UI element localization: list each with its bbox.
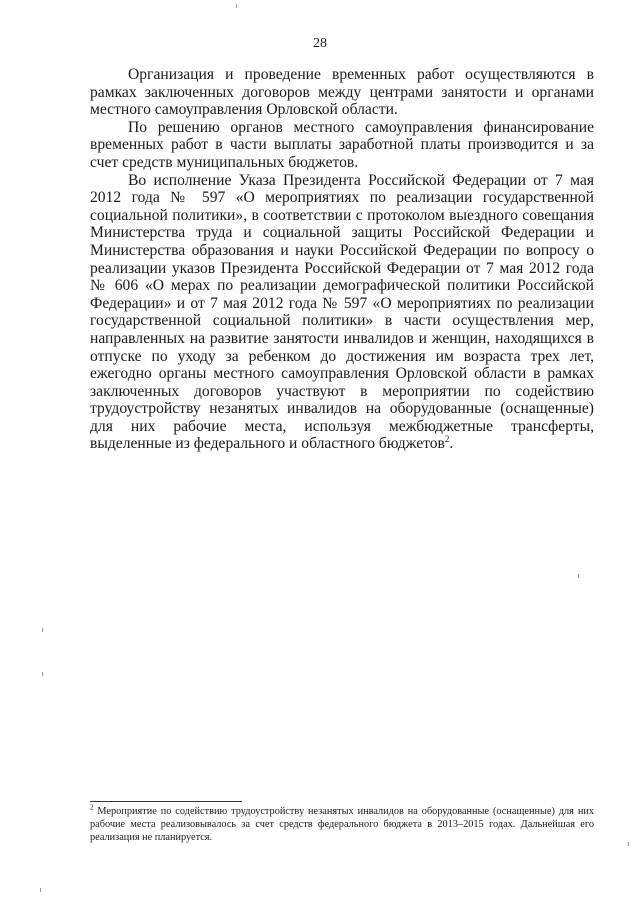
scan-speck bbox=[40, 888, 41, 892]
paragraph-end-period: . bbox=[449, 435, 454, 453]
scan-speck bbox=[236, 4, 237, 8]
paragraph-municipal-funding: По решению органов местного самоуправления финансирование временных работ в части выплаты заработной платы производится и за счет средств муниципальных бюджетов. bbox=[90, 118, 594, 171]
scan-speck bbox=[628, 842, 629, 846]
paragraph-presidential-decree bbox=[90, 172, 594, 454]
body-text bbox=[90, 66, 594, 453]
footnote-separator bbox=[90, 801, 242, 802]
scan-speck bbox=[578, 574, 579, 578]
scan-speck bbox=[42, 628, 43, 632]
footnote-text: Мероприятие по содействию трудоустройству незанятых инвалидов на оборудованные (оснащенные) для них рабочие места реализовывалось за счет средств федерального бюджета в 2013–2015 годах. Дальнейшая его реализация не планируется. bbox=[90, 806, 594, 843]
paragraph-temporary-works: Организация и проведение временных работ осуществляются в рамках заключенных договоров между центрами занятости и органами местного самоуправления Орловской области. bbox=[90, 66, 594, 119]
footnote bbox=[90, 803, 594, 844]
footnote-reference[interactable]: 2 bbox=[444, 434, 450, 445]
footnote-marker: 2 bbox=[90, 803, 94, 812]
scan-speck bbox=[42, 672, 43, 676]
paragraph-presidential-decree-text: Во исполнение Указа Президента Российской Федерации от 7 мая 2012 года № 597 «О мероприятиях по реализации государственной социальной политики», в соответствии с протоколом выездного совещания Министерства труда и социальной защиты Российской Федерации и Министерства образования и науки Российской Федерации по вопросу о реализации указов Президента Российской Федерации от 7 мая 2012 года № 606 «О мерах по реализации демографической политики Российской Федерации» и от 7 мая 2012 года № 597 «О мероприятиях по реализации государственной социальной политики» в части осуществления мер, направленных на развитие занятости инвалидов и женщин, находящихся в отпуске по уходу за ребенком до достижения им возраста трех лет, ежегодно органы местного самоуправления Орловской области в рамках заключенных договоров участвуют в мероприятии по содействию трудоустройству незанятых инвалидов на оборудованные (оснащенные) для них рабочие места, используя межбюджетные трансферты, выделенные из федерального и областного бюджетов bbox=[90, 171, 594, 453]
page-number: 28 bbox=[313, 36, 327, 51]
